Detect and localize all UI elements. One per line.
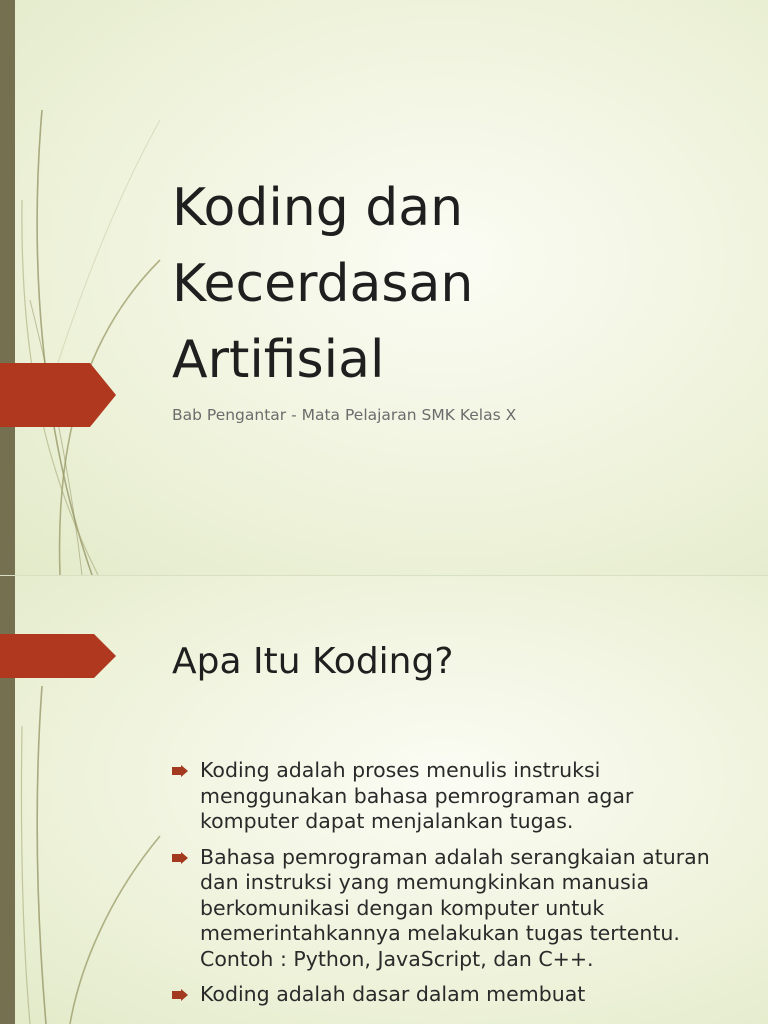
title-line: Artifisial (172, 330, 385, 390)
accent-arrow-tab (0, 634, 116, 678)
bullet-item (172, 982, 722, 1008)
bullet-list (172, 758, 722, 1018)
bullet-item (172, 758, 722, 835)
arrow-bullet-icon (172, 765, 188, 777)
title-line: Koding dan (172, 178, 464, 238)
content-slide (0, 576, 768, 1024)
accent-arrow-tab (0, 363, 116, 427)
swoosh-lines-decoration (0, 0, 200, 575)
bullet-item (172, 845, 722, 973)
slide-heading: Apa Itu Koding? (172, 641, 454, 682)
slide-subtitle: Bab Pengantar - Mata Pelajaran SMK Kelas X (172, 406, 517, 424)
title-line: Kecerdasan (172, 254, 474, 314)
arrow-bullet-icon (172, 989, 188, 1001)
bullet-text: Koding adalah proses menulis instruksi menggunakan bahasa pemrograman agar komputer dapat menjalankan tugas. (200, 758, 634, 833)
slide-title (172, 170, 732, 398)
bullet-text: Koding adalah dasar dalam membuat (200, 982, 586, 1006)
bullet-text: Bahasa pemrograman adalah serangkaian aturan dan instruksi yang memungkinkan manusia berkomunikasi dengan komputer untuk memerintahkannya melakukan tugas tertentu. Contoh : Python, JavaScript, dan C++. (200, 844, 710, 971)
arrow-bullet-icon (172, 852, 188, 864)
